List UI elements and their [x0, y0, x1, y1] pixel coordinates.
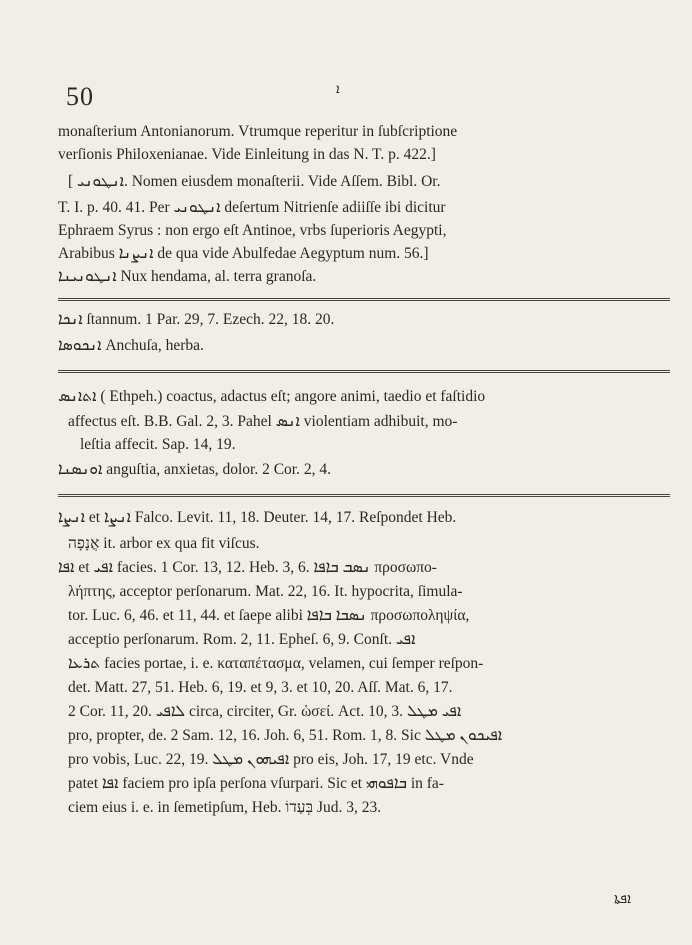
text-line: Ephraem Syrus : non ergo eſt Antinoe, vrbs ſuperioris Aegypti, — [58, 222, 447, 239]
text-line: ܐܢܟܘܣܐ Anchuſa, herba. — [58, 337, 204, 354]
text-line: affectus eſt. B.B. Gal. 2, 3. Pahel ܐܢܣ violentiam adhibuit, mo- — [68, 413, 458, 430]
catchword: ܐܦܬܐ — [614, 891, 632, 907]
header-letter: ܐ — [336, 82, 340, 97]
text-line: leſtia affecit. Sap. 14, 19. — [80, 436, 236, 453]
page-number: 50 — [66, 82, 94, 111]
section-rule — [58, 370, 670, 375]
text-line: det. Matt. 27, 51. Heb. 6, 19. et 9, 3. et 10, 20. Aſſ. Mat. 6, 17. — [68, 679, 453, 696]
text-line: verſionis Philoxenianae. Vide Einleitung in das N. T. p. 422.] — [58, 146, 436, 163]
text-line: Arabibus ܐܢܨܢܐ de qua vide Abulfedae Aegyptum num. 56.] — [58, 245, 429, 262]
text-line: T. I. p. 40. 41. Per ܐܢܛܘܢܝ deſertum Nitrienſe adiiſſe ibi dicitur — [58, 199, 446, 216]
text-line: ܐܢܛܘܢܝܢܐ Nux hendama, al. terra granoſa. — [58, 268, 317, 285]
text-line: ܐܢܨܐ et ܐܢܨܐ Falco. Levit. 11, 18. Deuter. 14, 17. Reſpondet Heb. — [58, 509, 457, 526]
section-rule — [58, 298, 670, 303]
text-line: 2 Cor. 11, 20. ܠܐܦܝ circa, circiter, Gr. ὡσεί. Act. 10, 3. ܐܦܝ ܡܛܠ — [68, 703, 462, 720]
text-line: ܐܦܐ et ܐܦܝ facies. 1 Cor. 13, 12. Heb. 3, 6. ܢܣܒ ܒܐܦܐ προσωπο- — [58, 559, 437, 576]
text-line: אֲנָפָה it. arbor ex qua fit viſcus. — [68, 535, 260, 552]
text-line: ܬܪܥܐ facies portae, i. e. καταπέτασμα, velamen, cui ſemper reſpon- — [68, 655, 484, 672]
section-rule — [58, 494, 670, 499]
text-line: tor. Luc. 6, 46. et 11, 44. et ſaepe alibi ܢܣܒܐ ܒܐܦܐ προσωποληψία, — [68, 607, 470, 624]
text-line: pro, propter, de. 2 Sam. 12, 16. Joh. 6, 51. Rom. 1, 8. Sic ܐܦܝܟܘܢ ܡܛܠ — [68, 727, 503, 744]
text-line: ܐܬܐܢܣ ( Ethpeh.) coactus, adactus eſt; angore animi, taedio et faſtidio — [58, 388, 486, 405]
text-line: ܐܢܟܐ ſtannum. 1 Par. 29, 7. Ezech. 22, 18. 20. — [58, 311, 335, 328]
text-line: λήπτης, acceptor perſonarum. Mat. 22, 16. It. hypocrita, ſimula- — [68, 583, 463, 600]
text-line: acceptio perſonarum. Rom. 2, 11. Epheſ. 6, 9. Conſt. ܐܦܝ — [68, 631, 416, 648]
text-line: pro vobis, Luc. 22, 19. ܐܦܝܗܘܢ ܡܛܠ pro eis, Joh. 17, 19 etc. Vnde — [68, 751, 474, 768]
text-line: ܐܘܢܣܢܐ anguſtia, anxietas, dolor. 2 Cor. 2, 4. — [58, 461, 331, 478]
text-line: ciem eius i. e. in ſemetipſum, Heb. בְּעַדוֹ Jud. 3, 23. — [68, 799, 382, 816]
text-line: patet ܐܦܐ faciem pro ipſa perſona vſurpari. Sic et ܒܐܦܘܗܝ in fa- — [68, 775, 444, 792]
text-line: monaſterium Antonianorum. Vtrumque reperitur in ſubſcriptione — [58, 123, 458, 140]
text-line: [ ܐܢܛܘܢܝ. Nomen eiusdem monaſterii. Vide Aſſem. Bibl. Or. — [68, 173, 441, 190]
